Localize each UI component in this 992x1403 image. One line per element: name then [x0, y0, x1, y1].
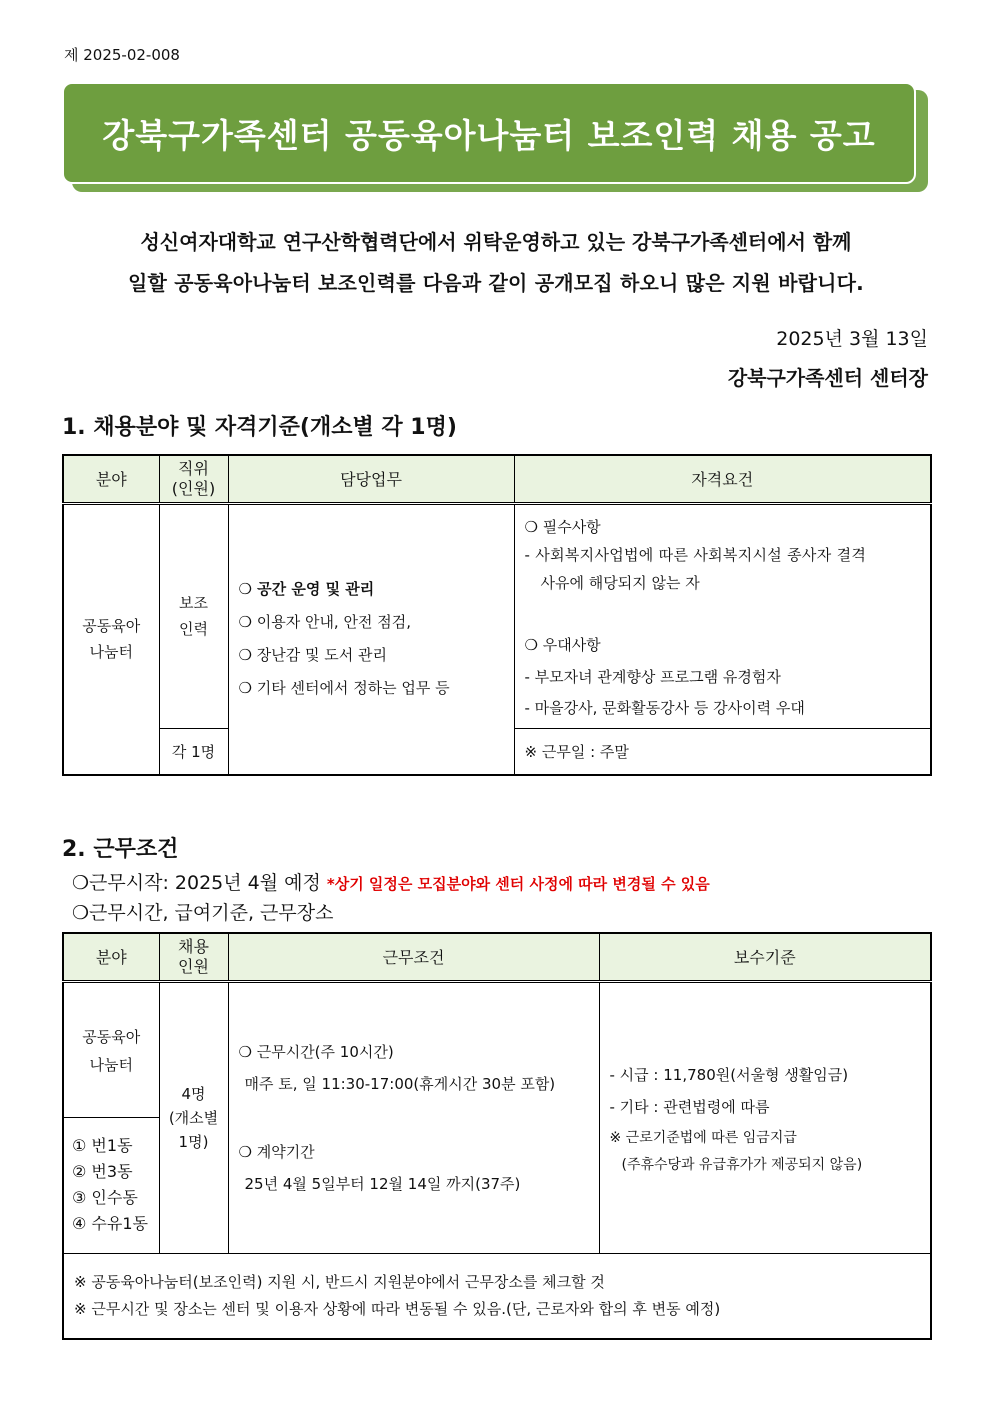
document-number: 제 2025-02-008: [64, 46, 180, 64]
hours-detail: 매주 토, 일 11:30-17:00(휴게시간 30분 포함): [244, 1074, 556, 1093]
header-duties: 담당업무: [228, 455, 514, 503]
notes-cell: [63, 1253, 931, 1339]
field-line1: 공동육아: [82, 617, 141, 636]
field-cell: [63, 981, 159, 1117]
note-item: ※ 공동육아나눔터(보조인력) 지원 시, 반드시 지원분야에서 근무장소를 체크할 것: [74, 1272, 605, 1291]
conditions-table: [62, 932, 932, 1340]
duty-item: ❍ 이용자 안내, 안전 점검,: [238, 613, 411, 632]
hire-line3: 1명): [178, 1132, 209, 1151]
header-position: [159, 455, 228, 503]
preferred-item: - 부모자녀 관계향상 프로그램 유경험자: [524, 667, 781, 686]
header-hire-line2: 인원: [178, 956, 209, 976]
header-hire-line1: 채용: [178, 936, 209, 956]
field-line2: 나눔터: [89, 1055, 133, 1074]
pay-other: - 기타 : 관련법령에 따름: [609, 1097, 770, 1116]
duty-item: ❍ 공간 운영 및 관리: [238, 580, 375, 599]
header-position-line1: 직위: [178, 458, 209, 478]
table-row: [63, 503, 931, 729]
header-field: 분야: [63, 933, 159, 981]
header-hire: [159, 933, 228, 981]
header-qualifications: 자격요건: [514, 455, 931, 503]
header-conditions: 근무조건: [228, 933, 599, 981]
count-cell: 각 1명: [159, 729, 228, 775]
pay-note-cont: (주휴수당과 유급휴가가 제공되지 않음): [621, 1156, 863, 1173]
preferred-title: ❍ 우대사항: [524, 635, 601, 654]
contract-detail: 25년 4월 5일부터 12월 14일 까지(37주): [244, 1174, 521, 1193]
hire-count-cell: [159, 981, 228, 1253]
table-header-row: [63, 455, 931, 503]
header-field: 분야: [63, 455, 159, 503]
table-row: [63, 981, 931, 1117]
intro-line-2: 일할 공동육아나눔터 보조인력를 다음과 같이 공개모집 하오니 많은 지원 바랍니다.: [128, 271, 864, 295]
workday-cell: ※ 근무일 : 주말: [514, 729, 931, 775]
page-title: 강북구가족센터 공동육아나눔터 보조인력 채용 공고: [102, 115, 876, 155]
section-2-title: 2. 근무조건: [62, 837, 179, 862]
field-line1: 공동육아: [82, 1027, 141, 1046]
location-item: ② 번3동: [72, 1162, 133, 1181]
required-item-cont: 사유에 해당되지 않는 자: [540, 573, 700, 592]
duty-item: ❍ 기타 센터에서 정하는 업무 등: [238, 679, 450, 698]
conditions-label: ❍근무시간, 급여기준, 근무장소: [72, 902, 334, 924]
pay-wage: - 시급 : 11,780원(서울형 생활임금): [609, 1065, 849, 1084]
preferred-item: - 마을강사, 문화활동강사 등 강사이력 우대: [524, 698, 805, 717]
duties-cell: [228, 503, 514, 775]
position-cell: [159, 503, 228, 729]
field-cell: [63, 503, 159, 775]
location-item: ④ 수유1동: [72, 1214, 148, 1233]
position-line1: 보조: [179, 594, 208, 613]
hire-line1: 4명: [181, 1084, 206, 1103]
required-item: - 사회복지사업법에 따른 사회복지시설 종사자 결격: [524, 545, 867, 564]
position-line2: 인력: [179, 620, 208, 639]
location-item: ③ 인수동: [72, 1188, 138, 1207]
contract-title: ❍ 계약기간: [238, 1142, 315, 1161]
field-line2: 나눔터: [89, 643, 133, 662]
signer: 강북구가족센터 센터장: [727, 366, 928, 390]
hours-title: ❍ 근무시간(주 10시간): [238, 1042, 394, 1061]
duty-item: ❍ 장난감 및 도서 관리: [238, 646, 387, 665]
table-row: [63, 1253, 931, 1339]
section-1-title: 1. 채용분야 및 자격기준(개소별 각 1명): [62, 415, 457, 440]
intro-paragraph: [62, 222, 930, 304]
hire-line2: (개소별: [168, 1108, 219, 1127]
start-date-note: *상기 일정은 모집분야와 센터 사정에 따라 변경될 수 있음: [326, 875, 710, 893]
locations-cell: [63, 1117, 159, 1253]
pay-note: ※ 근로기준법에 따른 임금지급: [609, 1129, 797, 1146]
header-position-line2: (인원): [171, 478, 216, 498]
announcement-date: 2025년 3월 13일: [776, 328, 928, 350]
title-banner: [62, 82, 916, 184]
note-item: ※ 근무시간 및 장소는 센터 및 이용자 상황에 따라 변동될 수 있음.(단, 근로자와 합의 후 변동 예정): [74, 1299, 721, 1318]
header-pay: 보수기준: [599, 933, 931, 981]
conditions-cell: [228, 981, 599, 1253]
table-header-row: [63, 933, 931, 981]
qualifications-cell: [514, 503, 931, 729]
start-date-label: ❍근무시작: 2025년 4월 예정: [72, 872, 321, 894]
required-title: ❍ 필수사항: [524, 517, 601, 536]
recruitment-table: [62, 454, 932, 776]
pay-cell: [599, 981, 931, 1253]
start-date-line: [72, 868, 710, 895]
location-item: ① 번1동: [72, 1136, 133, 1155]
intro-line-1: 성신여자대학교 연구산학협력단에서 위탁운영하고 있는 강북구가족센터에서 함께: [140, 230, 852, 254]
